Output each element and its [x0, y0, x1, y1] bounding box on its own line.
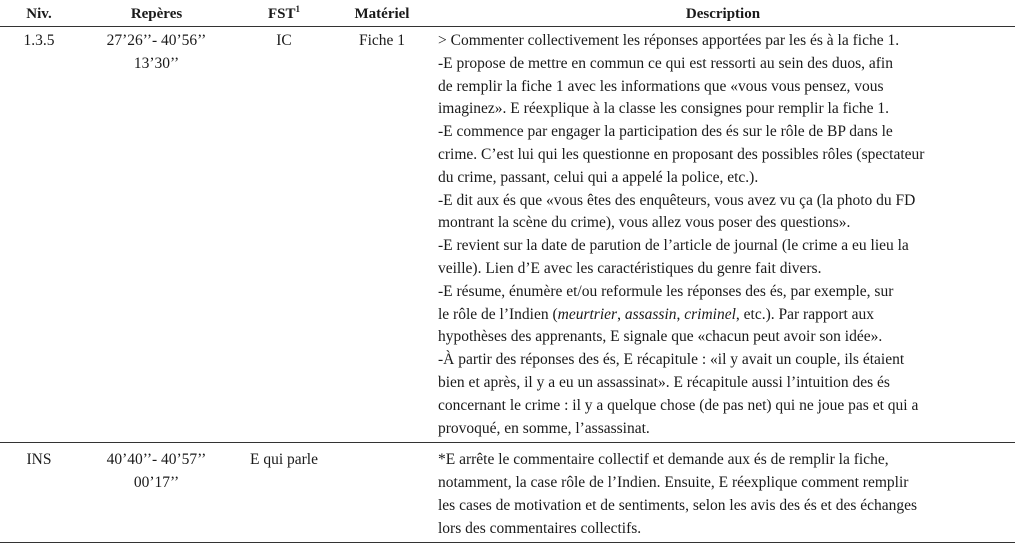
cell-reperes	[78, 443, 235, 542]
italic-term: meurtrier	[557, 305, 618, 323]
cell-niv: INS	[0, 443, 78, 542]
italic-term: assassin	[624, 305, 677, 323]
cell-description	[431, 27, 1015, 443]
description-line: montrant la scène du crime), vous allez vous poser des questions».	[438, 214, 851, 232]
description-line: > Commenter collectivement les réponses apportées par les és à la fiche 1.	[438, 32, 900, 49]
header-row	[0, 0, 1015, 27]
description-line: les cases de motivation et de sentiments, selon les avis des és et des échanges	[438, 496, 918, 514]
header-materiel: Matériel	[333, 0, 431, 27]
cell-description	[431, 443, 1015, 542]
description-line: de remplir la fiche 1 avec les informations que «vous vous pensez, vous	[438, 77, 884, 95]
description-line: -E revient sur la date de parution de l’article de journal (le crime a eu lieu la	[438, 237, 909, 255]
description-line: du crime, passant, celui qui a appelé la police, etc.).	[438, 168, 759, 186]
reperes-duration: 00’17’’	[133, 474, 180, 492]
description-text: le rôle de l’Indien (	[438, 305, 558, 323]
reperes-range: 40’40’’- 40’57’’	[106, 451, 207, 469]
description-line: -E résume, énumère et/ou reformule les réponses des és, par exemple, sur	[438, 282, 894, 300]
italic-term: criminel	[684, 305, 736, 323]
header-niv: Niv.	[0, 0, 78, 27]
description-text: ,	[676, 305, 685, 323]
cell-fst: E qui parle	[235, 443, 333, 542]
description-text: , etc.). Par rapport aux	[735, 305, 875, 323]
table-row	[0, 443, 1015, 542]
description-line: -E dit aux és que «vous êtes des enquêteurs, vous avez vu ça (la photo du FD	[438, 191, 916, 209]
description-line: *E arrête le commentaire collectif et demande aux és de remplir la fiche,	[438, 451, 889, 469]
header-fst-label: FST	[267, 6, 296, 22]
description-line: -À partir des réponses des és, E récapitule : «il y avait un couple, ils étaient	[438, 351, 905, 369]
table-row	[0, 27, 1015, 443]
description-line: lors des commentaires collectifs.	[438, 519, 642, 537]
description-line: crime. C’est lui qui les questionne en proposant des possibles rôles (spectateur	[438, 145, 925, 163]
description-line: provoqué, en somme, l’assassinat.	[438, 419, 650, 437]
footnote-marker: 1	[295, 4, 300, 14]
cell-niv: 1.3.5	[0, 27, 78, 443]
header-fst	[235, 0, 333, 27]
description-line	[438, 304, 1013, 327]
cell-fst: IC	[235, 27, 333, 443]
header-reperes: Repères	[78, 0, 235, 27]
reperes-range: 27’26’’- 40’56’’	[106, 32, 207, 49]
description-line: imaginez». E réexplique à la classe les consignes pour remplir la fiche 1.	[438, 100, 890, 118]
description-line: notamment, la case rôle de l’Indien. Ensuite, E réexplique comment remplir	[438, 474, 909, 492]
description-line: concernant le crime : il y a quelque chose (de pas net) qui ne joue pas et qui a	[438, 396, 919, 414]
description-line: hypothèses des apprenants, E signale que «chacun peut avoir son idée».	[438, 328, 883, 346]
reperes-duration: 13’30’’	[133, 54, 180, 72]
description-line: -E propose de mettre en commun ce qui est ressorti au sein des duos, afin	[438, 54, 893, 72]
cell-materiel	[333, 443, 431, 542]
description-line: veille). Lien d’E avec les caractéristiques du genre fait divers.	[438, 259, 822, 277]
description-line: -E commence par engager la participation des és sur le rôle de BP dans le	[438, 123, 893, 141]
header-description: Description	[431, 0, 1015, 27]
description-text: ,	[617, 305, 625, 323]
description-line: bien et après, il y a eu un assassinat». E récapitule aussi l’intuition des és	[438, 373, 890, 391]
cell-materiel: Fiche 1	[333, 27, 431, 443]
cell-reperes	[78, 27, 235, 443]
